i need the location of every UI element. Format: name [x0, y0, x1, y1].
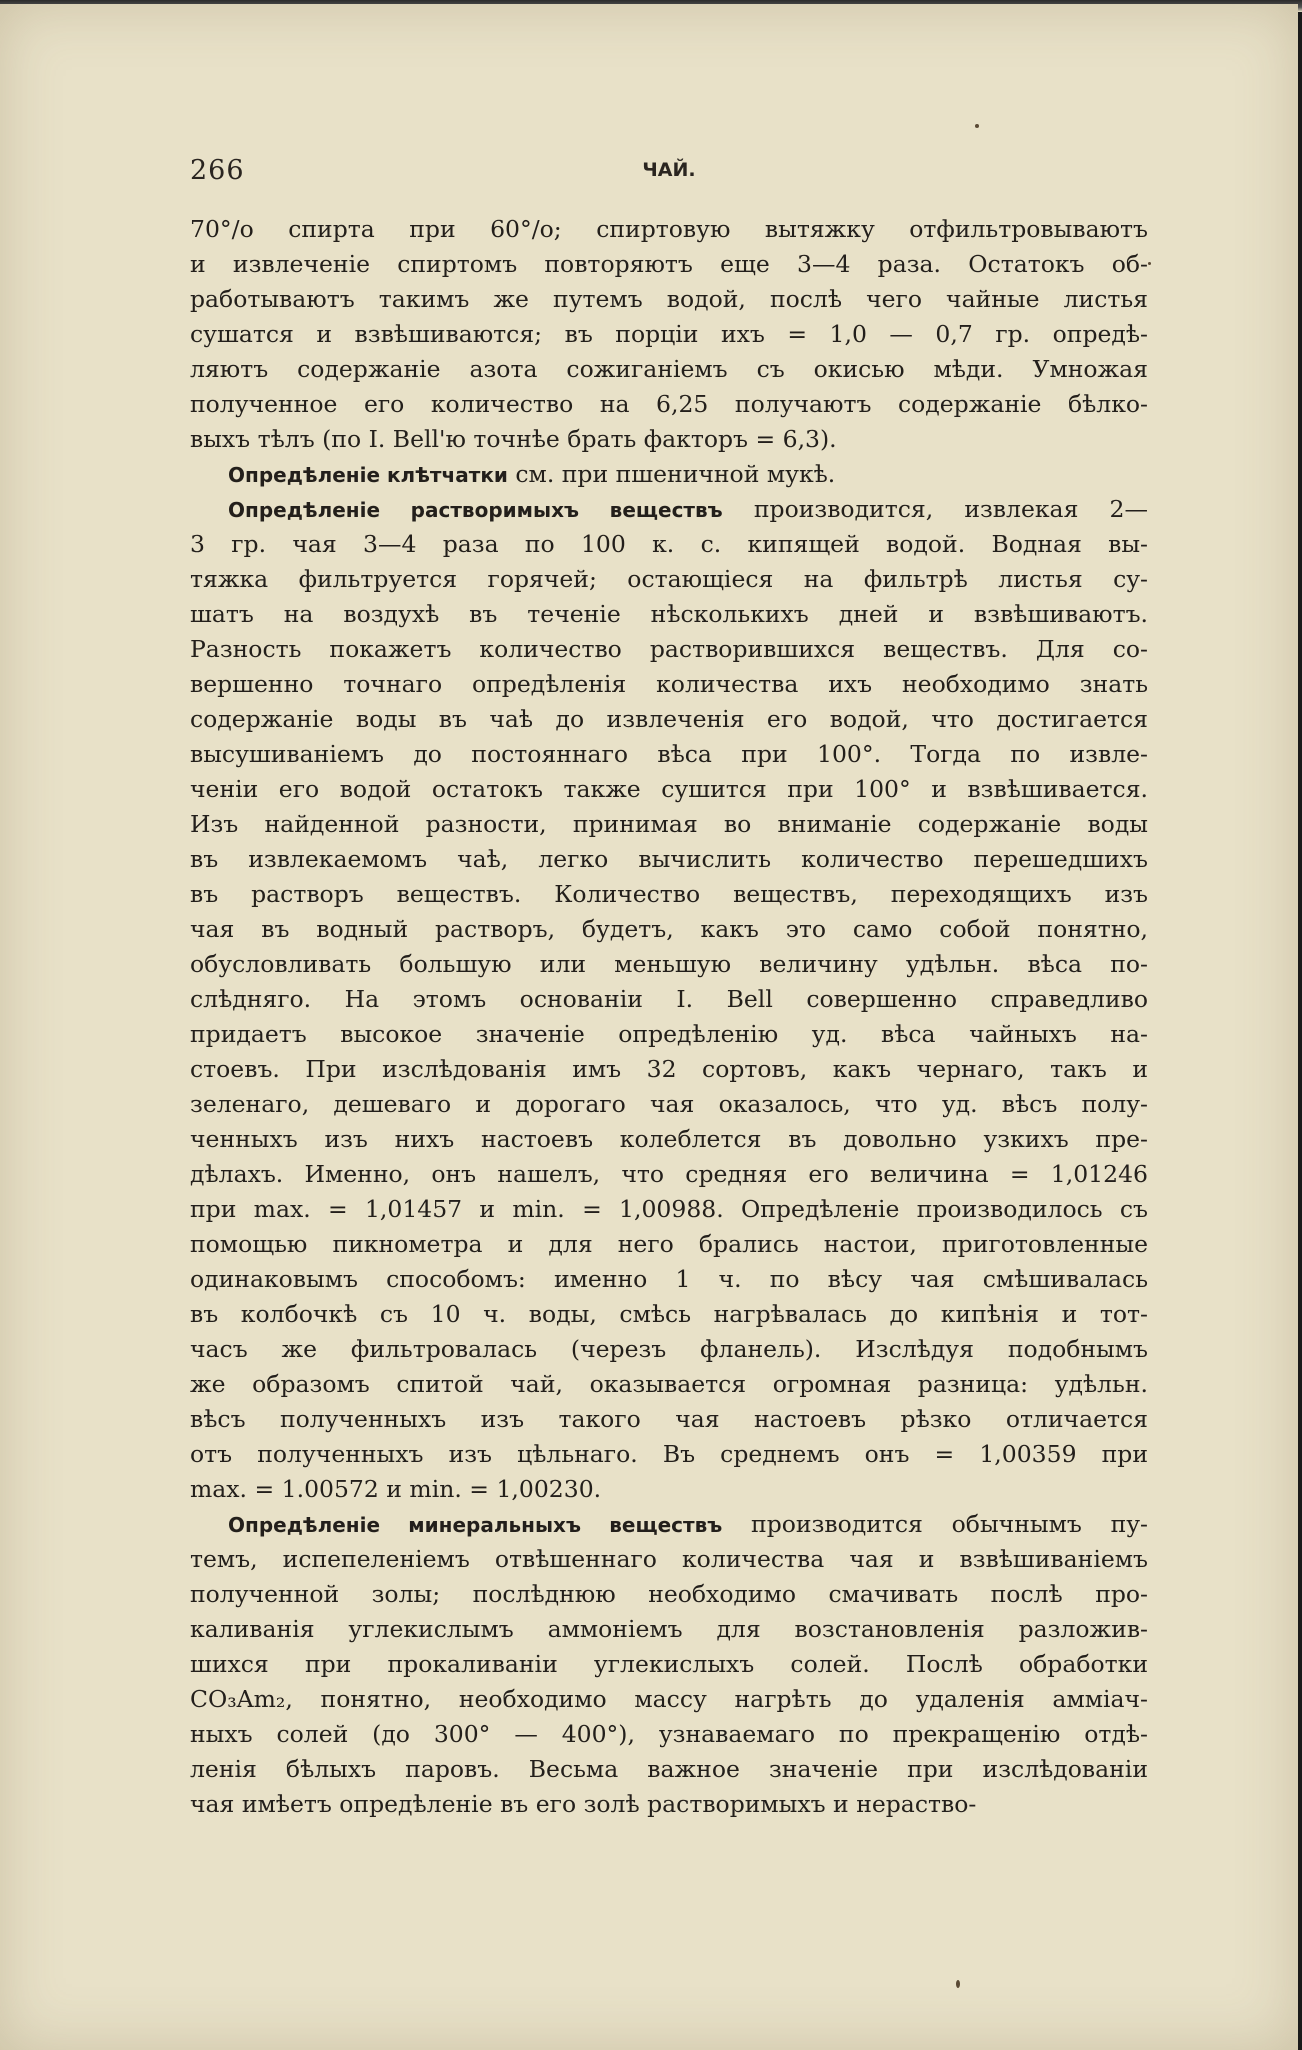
- text-line: [190, 457, 1148, 492]
- text-line: ныхъ солей (до 300° — 400°), узнаваемаго по прекращенію отдѣ-: [190, 1720, 1148, 1748]
- paragraph-lead: Опредѣленіе минеральныхъ веществъ: [228, 1513, 723, 1537]
- text-line: содержаніе воды въ чаѣ до извлеченія его водой, что достигается: [190, 705, 1148, 733]
- text-line: высушиваніемъ до постояннаго вѣса при 100°. Тогда по извле-: [190, 740, 1148, 768]
- text-line: чая въ водный растворъ, будетъ, какъ это само собой понятно,: [190, 915, 1148, 943]
- text-line: въ растворъ веществъ. Количество веществъ, переходящихъ изъ: [190, 880, 1148, 908]
- text-line: полученное его количество на 6,25 получаютъ содержаніе бѣлко-: [190, 390, 1148, 418]
- text-line: часъ же фильтровалась (черезъ фланель). Изслѣдуя подобнымъ: [190, 1335, 1148, 1363]
- text-line: CO₃Am₂, понятно, необходимо массу нагрѣть до удаленія аммiач-: [190, 1685, 1148, 1713]
- text-line: сушатся и взвѣшиваются; въ порціи ихъ = 1,0 — 0,7 гр. опредѣ-: [190, 320, 1148, 348]
- body-text: [190, 212, 1148, 1822]
- text-line: вершенно точнаго опредѣленія количества ихъ необходимо знать: [190, 670, 1148, 698]
- page-number: 266: [190, 155, 245, 186]
- paragraph: [190, 492, 1148, 1507]
- paragraph-lead: Опредѣленіе клѣтчатки: [228, 463, 508, 487]
- line-text: см. при пшеничной мукѣ.: [507, 460, 836, 488]
- text-line: шихся при прокаливаніи углекислыхъ солей. Послѣ обработки: [190, 1650, 1148, 1678]
- text-line: зеленаго, дешеваго и дорогаго чая оказалось, что уд. вѣсъ полу-: [190, 1090, 1148, 1118]
- text-line: 70°/o спирта при 60°/o; спиртовую вытяжку отфильтровываютъ: [190, 215, 1148, 243]
- text-line: обусловливать большую или меньшую величину удѣльн. вѣса по-: [190, 950, 1148, 978]
- paragraph: [190, 212, 1148, 457]
- text-line: дѣлахъ. Именно, онъ нашелъ, что средняя его величина = 1,01246: [190, 1160, 1148, 1188]
- text-line: помощью пикнометра и для него брались настои, приготовленные: [190, 1230, 1148, 1258]
- text-line: и извлеченіе спиртомъ повторяютъ еще 3—4 раза. Остатокъ об-: [190, 250, 1148, 278]
- text-line: слѣдняго. На этомъ основаніи I. Bell совершенно справедливо: [190, 985, 1148, 1013]
- text-line: темъ, испепеленіемъ отвѣшеннаго количества чая и взвѣшиваніемъ: [190, 1545, 1148, 1573]
- text-line: ляютъ содержаніе азота сожиганіемъ съ окисью мѣди. Умножая: [190, 355, 1148, 383]
- text-line: Изъ найденной разности, принимая во вниманіе содержаніе воды: [190, 810, 1148, 838]
- page-header: [190, 155, 1148, 191]
- paragraph: [190, 1507, 1148, 1822]
- text-line: шатъ на воздухѣ въ теченіе нѣсколькихъ дней и взвѣшиваютъ.: [190, 600, 1148, 628]
- text-line: придаетъ высокое значеніе опредѣленію уд. вѣса чайныхъ на-: [190, 1020, 1148, 1048]
- paragraph: [190, 457, 1148, 492]
- paragraph-lead: Опредѣленіе растворимыхъ веществъ: [228, 498, 723, 522]
- text-line: выхъ тѣлъ (по I. Bell'ю точнѣе брать факторъ = 6,3).: [190, 425, 837, 453]
- line-text: производится, извлекая 2—: [722, 495, 1148, 523]
- running-head: ЧАЙ.: [642, 159, 696, 181]
- ink-speck: [1148, 262, 1151, 265]
- line-text: производится обычнымъ пу-: [722, 1510, 1148, 1538]
- text-line: работываютъ такимъ же путемъ водой, послѣ чего чайные листья: [190, 285, 1148, 313]
- text-line: ченныхъ изъ нихъ настоевъ колеблется въ довольно узкихъ пре-: [190, 1125, 1148, 1153]
- text-line: каливанія углекислымъ аммоніемъ для возстановленія разложив-: [190, 1615, 1148, 1643]
- ink-speck: [956, 1980, 960, 1988]
- text-line: одинаковымъ способомъ: именно 1 ч. по вѣсу чая смѣшивалась: [190, 1265, 1148, 1293]
- text-line: въ колбочкѣ съ 10 ч. воды, смѣсь нагрѣвалась до кипѣнія и тот-: [190, 1300, 1148, 1328]
- text-line: Разность покажетъ количество растворившихся веществъ. Для со-: [190, 635, 1148, 663]
- text-line: [190, 1507, 1148, 1542]
- text-line: ченіи его водой остатокъ также сушится при 100° и взвѣшивается.: [190, 775, 1148, 803]
- ink-speck: [975, 124, 979, 128]
- text-line: [190, 492, 1148, 527]
- text-line: въ извлекаемомъ чаѣ, легко вычислить количество перешедшихъ: [190, 845, 1148, 873]
- text-line: отъ полученныхъ изъ цѣльнаго. Въ среднемъ онъ = 1,00359 при: [190, 1440, 1148, 1468]
- text-line: же образомъ спитой чай, оказывается огромная разница: удѣльн.: [190, 1370, 1148, 1398]
- text-line: чая имѣетъ опредѣленіе въ его золѣ растворимыхъ и нераство-: [190, 1790, 977, 1818]
- text-line: ленія бѣлыхъ паровъ. Весьма важное значеніе при изслѣдованіи: [190, 1755, 1148, 1783]
- text-line: при max. = 1,01457 и min. = 1,00988. Опредѣленіе производилось съ: [190, 1195, 1148, 1223]
- text-line: полученной золы; послѣднюю необходимо смачивать послѣ про-: [190, 1580, 1148, 1608]
- text-line: вѣсъ полученныхъ изъ такого чая настоевъ рѣзко отличается: [190, 1405, 1148, 1433]
- text-line: стоевъ. При изслѣдованія имъ 32 сортовъ, какъ чернаго, такъ и: [190, 1055, 1148, 1083]
- text-line: тяжка фильтруется горячей; остающіеся на фильтрѣ листья су-: [190, 565, 1148, 593]
- text-line: max. = 1.00572 и min. = 1,00230.: [190, 1475, 602, 1503]
- text-line: 3 гр. чая 3—4 раза по 100 к. с. кипящей водой. Водная вы-: [190, 530, 1148, 558]
